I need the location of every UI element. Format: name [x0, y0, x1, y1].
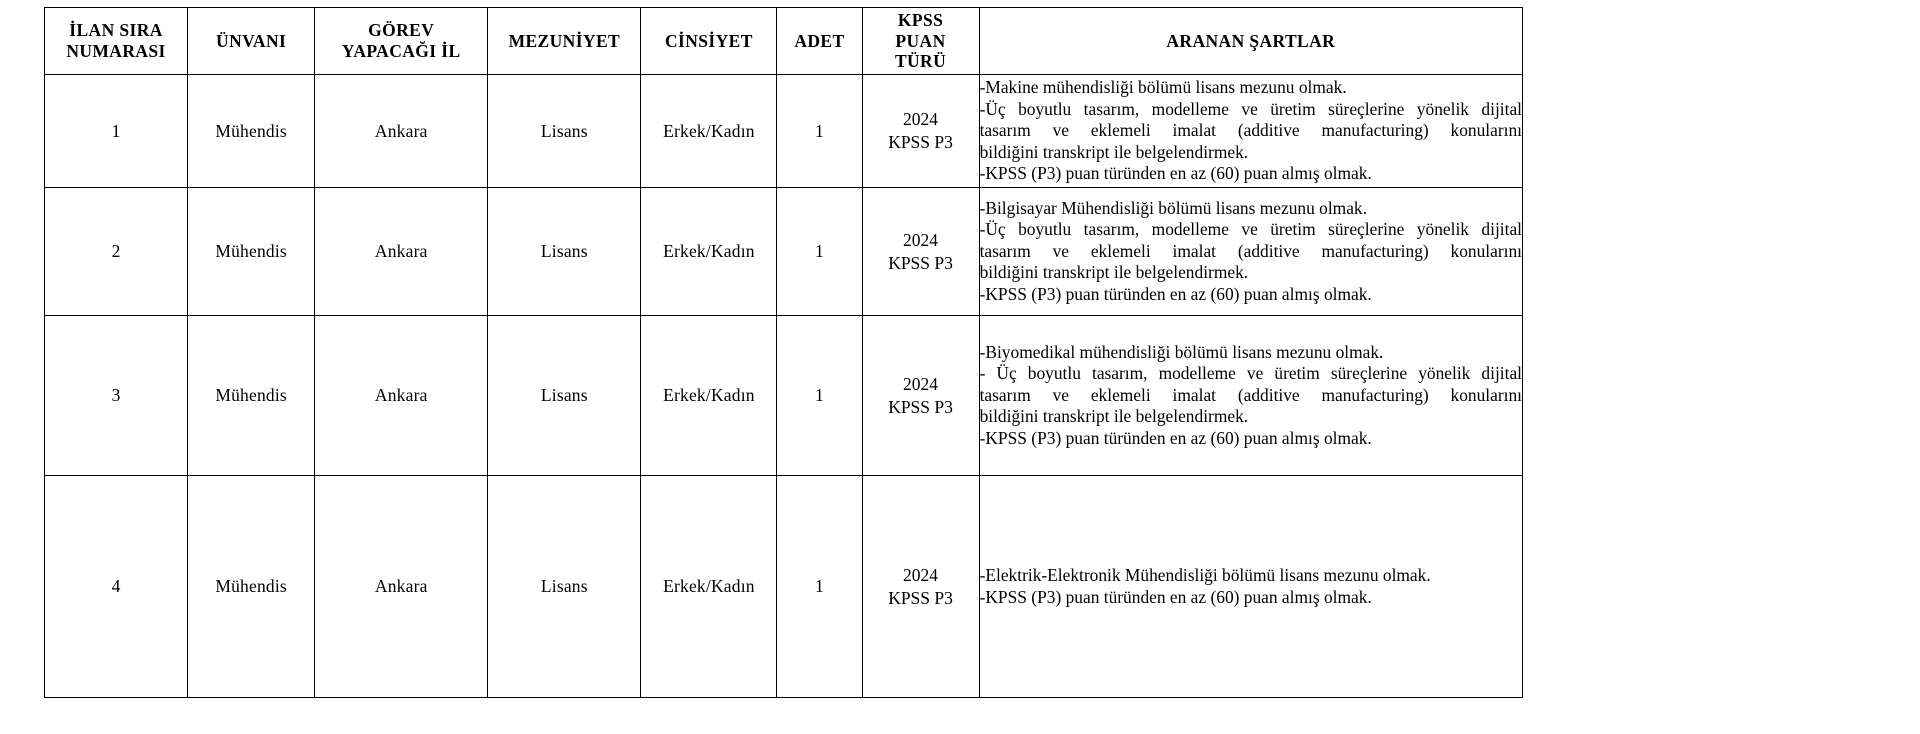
cell-ilan-sira-numarasi: 1 — [45, 75, 188, 188]
table-row — [45, 476, 1523, 698]
requirement-line: bildiğini transkript ile belgelendirmek. — [979, 141, 1249, 162]
kpss-type: KPSS P3 — [888, 252, 953, 273]
header-kpss-puan-turu — [862, 8, 979, 75]
cell-ilan-sira-numarasi: 4 — [45, 476, 188, 698]
cell-adet: 1 — [777, 476, 862, 698]
cell-ilan-sira-numarasi: 2 — [45, 188, 188, 316]
cell-unvani: Mühendis — [188, 75, 315, 188]
cell-adet: 1 — [777, 316, 862, 476]
requirement-paragraph — [980, 99, 1522, 163]
cell-gorev-yapacagi-il: Ankara — [315, 188, 488, 316]
cell-kpss-puan-turu — [862, 316, 979, 476]
header-line: MEZUNİYET — [508, 30, 621, 51]
cell-cinsiyet: Erkek/Kadın — [641, 188, 777, 316]
kpss-type: KPSS P3 — [888, 132, 953, 152]
cell-aranan-sartlar — [979, 188, 1522, 316]
cell-mezuniyet: Lisans — [488, 476, 641, 698]
requirement-line: -Biyomedikal mühendisliği bölümü lisans mezunu olmak. — [979, 341, 1384, 362]
requirement-line: -KPSS (P3) puan türünden en az (60) puan almış olmak. — [979, 163, 1372, 184]
header-line: İLAN SIRA — [69, 20, 163, 41]
cell-unvani: Mühendis — [188, 188, 315, 316]
header-line: PUAN — [895, 30, 946, 51]
cell-gorev-yapacagi-il: Ankara — [315, 476, 488, 698]
requirement-line: -KPSS (P3) puan türünden en az (60) puan almış olmak. — [979, 586, 1372, 607]
kpss-year: 2024 — [903, 229, 939, 250]
header-unvani — [188, 8, 315, 75]
header-adet — [777, 8, 862, 75]
header-line: GÖREV — [368, 20, 435, 41]
requirement-line: -Elektrik-Elektronik Mühendisliği bölümü lisans mezunu olmak. — [979, 565, 1431, 586]
header-line: ARANAN ŞARTLAR — [1166, 30, 1336, 51]
kpss-type: KPSS P3 — [888, 396, 953, 417]
kpss-year: 2024 — [903, 109, 939, 130]
cell-adet: 1 — [777, 75, 862, 188]
cell-mezuniyet: Lisans — [488, 188, 641, 316]
table-row — [45, 75, 1523, 188]
requirement-line: bildiğini transkript ile belgelendirmek. — [979, 262, 1249, 283]
cell-unvani: Mühendis — [188, 476, 315, 698]
cell-aranan-sartlar — [979, 75, 1522, 188]
kpss-year: 2024 — [903, 564, 939, 585]
cell-kpss-puan-turu — [862, 75, 979, 188]
job-listing-table — [44, 7, 1523, 698]
cell-cinsiyet: Erkek/Kadın — [641, 75, 777, 188]
cell-cinsiyet: Erkek/Kadın — [641, 476, 777, 698]
requirement-paragraph — [980, 363, 1522, 427]
header-row — [45, 8, 1523, 75]
table-row — [45, 316, 1523, 476]
cell-mezuniyet: Lisans — [488, 75, 641, 188]
cell-mezuniyet: Lisans — [488, 316, 641, 476]
header-gorev-yapacagi-il — [315, 8, 488, 75]
cell-gorev-yapacagi-il: Ankara — [315, 75, 488, 188]
cell-cinsiyet: Erkek/Kadın — [641, 316, 777, 476]
header-line: KPSS — [897, 10, 944, 31]
header-line: ÜNVANI — [216, 30, 287, 51]
table-row — [45, 188, 1523, 316]
requirement-line: tasarım ve eklemeli imalat (additive manufacturing) konularını — [979, 240, 1522, 261]
requirement-line: -KPSS (P3) puan türünden en az (60) puan almış olmak. — [979, 283, 1372, 304]
cell-kpss-puan-turu — [862, 188, 979, 316]
table-container — [44, 7, 1523, 698]
requirement-line: bildiğini transkript ile belgelendirmek. — [979, 406, 1249, 427]
table-body — [45, 75, 1523, 698]
requirement-line: tasarım ve eklemeli imalat (additive manufacturing) konularını — [979, 384, 1522, 405]
requirement-line: -Makine mühendisliği bölümü lisans mezunu olmak. — [979, 77, 1347, 98]
kpss-year: 2024 — [903, 373, 939, 394]
cell-ilan-sira-numarasi: 3 — [45, 316, 188, 476]
cell-gorev-yapacagi-il: Ankara — [315, 316, 488, 476]
cell-aranan-sartlar — [979, 316, 1522, 476]
requirement-line: - Üç boyutlu tasarım, modelleme ve üretim süreçlerine yönelik dijital — [979, 363, 1522, 384]
header-cinsiyet — [641, 8, 777, 75]
table-header — [45, 8, 1523, 75]
header-ilan-sira-numarasi — [45, 8, 188, 75]
cell-unvani: Mühendis — [188, 316, 315, 476]
requirement-line: -Bilgisayar Mühendisliği bölümü lisans mezunu olmak. — [979, 197, 1367, 218]
header-mezuniyet — [488, 8, 641, 75]
header-line: YAPACAĞI İL — [341, 41, 461, 61]
cell-adet: 1 — [777, 188, 862, 316]
requirement-paragraph — [980, 219, 1522, 283]
cell-aranan-sartlar — [979, 476, 1522, 698]
requirement-line: tasarım ve eklemeli imalat (additive manufacturing) konularını — [979, 120, 1522, 141]
header-line: NUMARASI — [66, 41, 166, 61]
header-aranan-sartlar — [979, 8, 1522, 75]
header-line: ADET — [794, 30, 845, 51]
cell-kpss-puan-turu — [862, 476, 979, 698]
requirement-line: -KPSS (P3) puan türünden en az (60) puan almış olmak. — [979, 427, 1372, 448]
requirement-line: -Üç boyutlu tasarım, modelleme ve üretim süreçlerine yönelik dijital — [979, 219, 1522, 240]
kpss-type: KPSS P3 — [888, 587, 953, 608]
header-line: CİNSİYET — [665, 30, 753, 51]
header-line: TÜRÜ — [894, 51, 947, 72]
requirement-line: -Üç boyutlu tasarım, modelleme ve üretim süreçlerine yönelik dijital — [979, 98, 1522, 119]
